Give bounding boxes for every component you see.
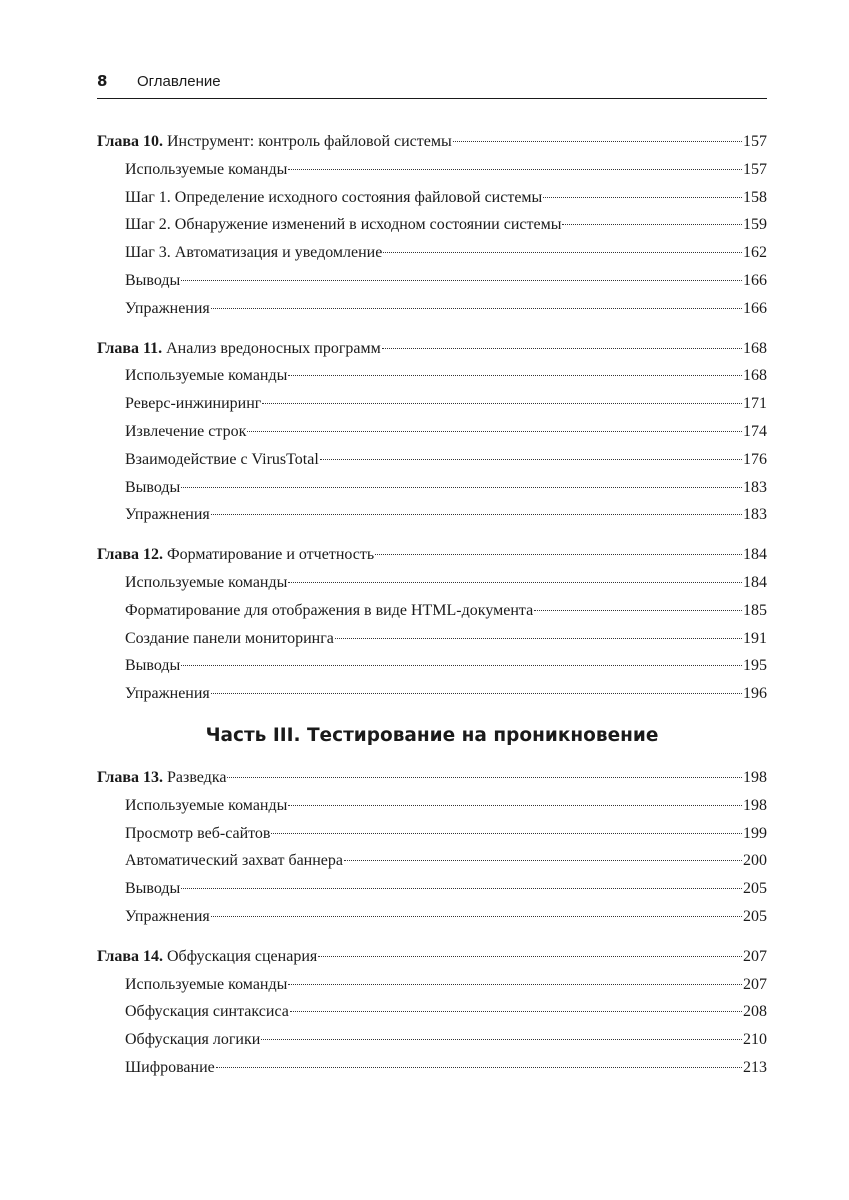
entry-title <box>97 764 226 792</box>
entry-page-number: 168 <box>743 367 767 385</box>
toc-entry[interactable] <box>97 239 767 267</box>
entry-page-number: 185 <box>743 601 767 619</box>
entry-title <box>125 418 246 446</box>
entry-page-number: 157 <box>743 133 767 150</box>
toc-chapter-entry[interactable] <box>97 128 767 156</box>
dot-leader <box>288 805 742 806</box>
toc-group-part-2 <box>97 128 767 708</box>
entry-page-number: 200 <box>743 852 767 870</box>
dot-leader <box>288 984 742 985</box>
entry-title-text: Используемые команды <box>125 160 288 178</box>
toc-entry[interactable] <box>97 1026 767 1054</box>
entry-title-text: Упражнения <box>125 685 210 703</box>
chapter-spacer <box>97 529 767 541</box>
entry-page-number: 162 <box>743 244 767 262</box>
entry-title-text: Выводы <box>125 880 181 898</box>
entry-page-number: 184 <box>743 573 767 591</box>
entry-title-text: Инструмент: контроль файловой системы <box>167 133 452 150</box>
entry-title-text: Используемые команды <box>125 573 288 591</box>
entry-title-text: Упражнения <box>125 506 210 524</box>
entry-page-number: 198 <box>743 768 767 786</box>
dot-leader <box>211 514 742 515</box>
entry-title <box>125 875 180 903</box>
toc-entry[interactable] <box>97 875 767 903</box>
dot-leader <box>247 431 742 432</box>
entry-page-number: 210 <box>743 1031 767 1049</box>
entry-title <box>125 1054 215 1082</box>
entry-title-text: Форматирование для отображения в виде HTML-документа <box>125 601 534 619</box>
entry-title-text: Шаг 3. Автоматизация и уведомление <box>125 244 383 262</box>
running-title: Оглавление <box>137 73 221 90</box>
entry-title <box>125 267 180 295</box>
entry-title <box>125 474 180 502</box>
chapter-spacer <box>97 323 767 335</box>
toc-entry[interactable] <box>97 474 767 502</box>
entry-title <box>97 128 452 156</box>
dot-leader <box>534 610 742 611</box>
entry-page-number: 184 <box>743 546 767 564</box>
dot-leader <box>320 459 742 460</box>
entry-page-number: 205 <box>743 880 767 898</box>
page-header <box>97 70 767 99</box>
toc-chapter-entry[interactable] <box>97 943 767 971</box>
dot-leader <box>288 582 742 583</box>
entry-title-text: Анализ вредоносных программ <box>166 339 381 357</box>
entry-page-number: 213 <box>743 1058 767 1076</box>
entry-page-number: 199 <box>743 824 767 842</box>
entry-title <box>125 184 542 212</box>
chapter-spacer <box>97 931 767 943</box>
entry-page-number: 176 <box>743 450 767 468</box>
entry-title-text: Шаг 1. Определение исходного состояния файловой системы <box>125 188 543 206</box>
entry-title <box>125 362 287 390</box>
toc-entry[interactable] <box>97 625 767 653</box>
chapter-number: Глава 10. <box>97 133 163 150</box>
dot-leader <box>181 280 742 281</box>
entry-page-number: 166 <box>743 271 767 289</box>
entry-title <box>97 335 381 363</box>
entry-title-text: Просмотр веб-сайтов <box>125 824 271 842</box>
dot-leader <box>543 197 742 198</box>
entry-title-text: Шаг 2. Обнаружение изменений в исходном состоянии системы <box>125 216 562 234</box>
entry-title <box>125 652 180 680</box>
entry-title <box>125 820 270 848</box>
toc-entry[interactable] <box>97 156 767 184</box>
dot-leader <box>262 403 742 404</box>
dot-leader <box>375 554 742 555</box>
toc-chapter-entry[interactable] <box>97 541 767 569</box>
toc-entry[interactable] <box>97 362 767 390</box>
chapter-number: Глава 12. <box>97 546 163 564</box>
dot-leader <box>453 141 742 142</box>
chapter-number: Глава 11. <box>97 339 163 357</box>
entry-title <box>125 597 533 625</box>
toc-entry[interactable] <box>97 418 767 446</box>
toc-entry[interactable] <box>97 267 767 295</box>
entry-title-text: Используемые команды <box>125 367 288 385</box>
entry-title-text: Используемые команды <box>125 796 288 814</box>
entry-page-number: 159 <box>743 216 767 234</box>
entry-title <box>125 625 334 653</box>
part-heading: Часть III. Тестирование на проникновение <box>205 724 659 746</box>
toc-entry[interactable] <box>97 971 767 999</box>
entry-title-text: Извлечение строк <box>125 422 247 440</box>
entry-title-text: Обфускация сценария <box>167 947 318 965</box>
entry-title-text: Разведка <box>167 768 227 786</box>
dot-leader <box>261 1039 742 1040</box>
toc-chapter-entry[interactable] <box>97 764 767 792</box>
entry-title-text: Обфускация синтаксиса <box>125 1003 289 1021</box>
entry-page-number: 168 <box>743 339 767 357</box>
toc-entry[interactable] <box>97 1054 767 1082</box>
entry-title-text: Форматирование и отчетность <box>167 546 375 564</box>
toc-entry[interactable] <box>97 295 767 323</box>
entry-page-number: 183 <box>743 478 767 496</box>
entry-title-text: Взаимодействие с VirusTotal <box>125 450 319 468</box>
dot-leader <box>181 888 742 889</box>
entry-title-text: Автоматический захват баннера <box>125 852 344 870</box>
entry-title <box>125 680 210 708</box>
dot-leader <box>288 169 742 170</box>
dot-leader <box>344 860 742 861</box>
entry-title-text: Выводы <box>125 657 181 675</box>
entry-title <box>125 390 261 418</box>
entry-title-text: Упражнения <box>125 907 210 925</box>
entry-page-number: 166 <box>743 299 767 317</box>
dot-leader <box>318 956 742 957</box>
entry-page-number: 207 <box>743 947 767 965</box>
entry-page-number: 195 <box>743 657 767 675</box>
toc-entry[interactable] <box>97 446 767 474</box>
entry-title <box>125 792 287 820</box>
entry-title <box>125 211 561 239</box>
entry-page-number: 207 <box>743 975 767 993</box>
toc-entry[interactable] <box>97 847 767 875</box>
entry-page-number: 196 <box>743 685 767 703</box>
dot-leader <box>335 638 742 639</box>
toc-entry[interactable] <box>97 211 767 239</box>
entry-title <box>125 971 287 999</box>
chapter-number: Глава 13. <box>97 768 163 786</box>
dot-leader <box>211 916 742 917</box>
dot-leader <box>562 224 742 225</box>
dot-leader <box>271 833 742 834</box>
entry-page-number: 183 <box>743 506 767 524</box>
entry-title <box>125 998 289 1026</box>
dot-leader <box>290 1011 742 1012</box>
entry-title <box>97 943 317 971</box>
toc-entry[interactable] <box>97 501 767 529</box>
entry-title <box>125 903 210 931</box>
entry-title <box>125 569 287 597</box>
entry-title-text: Создание панели мониторинга <box>125 629 334 647</box>
entry-title-text: Упражнения <box>125 299 210 317</box>
dot-leader <box>383 252 742 253</box>
entry-title <box>125 847 343 875</box>
toc-entry[interactable] <box>97 998 767 1026</box>
toc-entry[interactable] <box>97 569 767 597</box>
entry-title <box>125 239 382 267</box>
dot-leader <box>211 693 742 694</box>
entry-title-text: Обфускация логики <box>125 1031 261 1049</box>
entry-title-text: Выводы <box>125 271 181 289</box>
page-number: 8 <box>97 72 108 90</box>
toc-entry[interactable] <box>97 792 767 820</box>
toc-entry[interactable] <box>97 903 767 931</box>
toc-entry[interactable] <box>97 820 767 848</box>
chapter-number: Глава 14. <box>97 947 163 965</box>
entry-page-number: 157 <box>743 160 767 178</box>
toc-entry[interactable] <box>97 652 767 680</box>
toc-entry[interactable] <box>97 597 767 625</box>
entry-title <box>125 156 287 184</box>
entry-title <box>125 446 319 474</box>
entry-title-text: Реверс-инжиниринг <box>125 395 262 413</box>
dot-leader <box>382 348 742 349</box>
toc-entry[interactable] <box>97 184 767 212</box>
toc-entry[interactable] <box>97 680 767 708</box>
toc-group-part-3 <box>97 764 767 1082</box>
entry-title-text: Используемые команды <box>125 975 288 993</box>
dot-leader <box>181 665 742 666</box>
entry-page-number: 174 <box>743 422 767 440</box>
entry-page-number: 198 <box>743 796 767 814</box>
entry-title <box>97 541 374 569</box>
entry-title <box>125 1026 260 1054</box>
toc-entry[interactable] <box>97 390 767 418</box>
entry-page-number: 158 <box>743 188 767 206</box>
entry-title-text: Выводы <box>125 478 181 496</box>
table-of-contents <box>97 128 767 1082</box>
entry-page-number: 191 <box>743 629 767 647</box>
dot-leader <box>288 375 742 376</box>
entry-page-number: 205 <box>743 907 767 925</box>
dot-leader <box>181 487 742 488</box>
dot-leader <box>227 777 742 778</box>
entry-page-number: 208 <box>743 1003 767 1021</box>
dot-leader <box>211 308 742 309</box>
entry-title-text: Шифрование <box>125 1058 215 1076</box>
entry-title <box>125 501 210 529</box>
toc-chapter-entry[interactable] <box>97 335 767 363</box>
entry-page-number: 171 <box>743 395 767 413</box>
entry-title <box>125 295 210 323</box>
dot-leader <box>216 1067 742 1068</box>
